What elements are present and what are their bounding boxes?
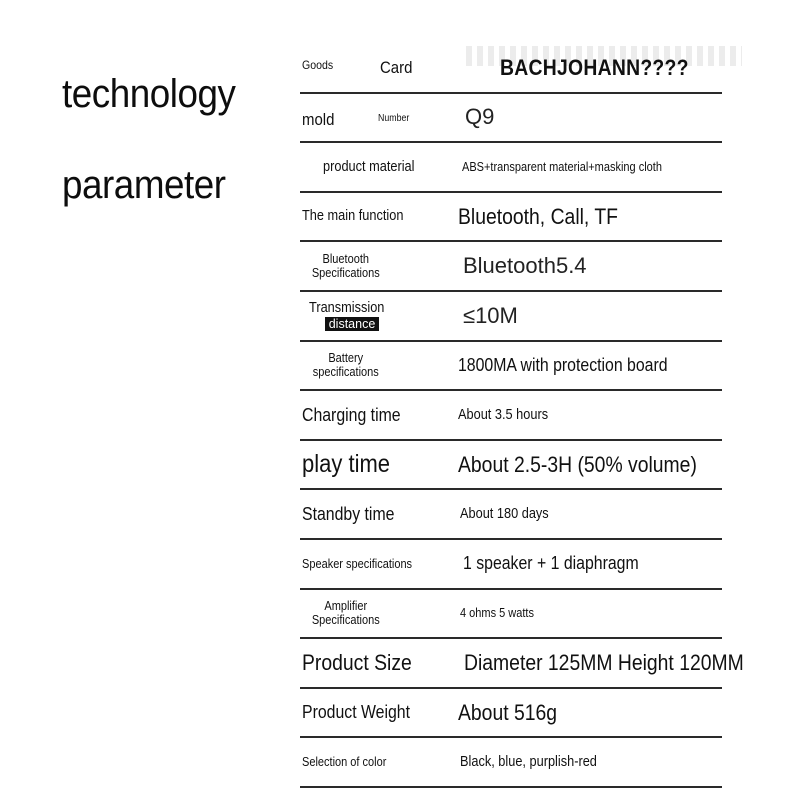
spec-label-battery: Battery specifications (312, 350, 379, 380)
spec-row-amplifier (300, 590, 722, 640)
spec-label-function: The main function (302, 208, 404, 225)
spec-row-size (300, 639, 744, 689)
model-value: Q9 (465, 104, 495, 130)
spec-value-speaker: 1 speaker + 1 diaphragm (463, 553, 639, 574)
spec-label-distance: Transmission distance (309, 300, 385, 331)
spec-value-bluetooth: Bluetooth5.4 (463, 253, 587, 279)
spec-value-charging: About 3.5 hours (458, 406, 549, 423)
spec-label-color: Selection of color (302, 754, 387, 769)
spec-row-playtime (300, 441, 722, 491)
spec-value-weight: About 516g (458, 699, 558, 725)
spec-row-standby (300, 490, 722, 540)
spec-table (300, 44, 744, 788)
mold-label: mold (302, 109, 335, 129)
spec-label-bluetooth: Bluetooth Specifications (311, 251, 380, 281)
number-label: Number (378, 112, 410, 124)
spec-row-model (300, 94, 722, 144)
title-technology: technology (62, 72, 236, 116)
spec-value-amplifier: 4 ohms 5 watts (460, 606, 534, 621)
spec-row-speaker (300, 540, 722, 590)
brand-value: BACHJOHANN???? (500, 54, 689, 80)
spec-label-speaker: Speaker specifications (302, 556, 413, 571)
spec-row-color (300, 738, 722, 788)
spec-value-material: ABS+transparent material+masking cloth (462, 159, 662, 174)
spec-value-size: Diameter 125MM Height 120MM (464, 649, 744, 675)
spec-value-brand (500, 44, 722, 92)
spec-label-weight: Product Weight (302, 702, 411, 723)
spec-value-model (465, 94, 722, 142)
goods-label: Goods (302, 58, 334, 72)
spec-label-playtime: play time (302, 450, 391, 479)
title-parameter: parameter (62, 163, 226, 207)
spec-row-battery (300, 342, 722, 392)
spec-label-charging: Charging time (302, 404, 401, 425)
spec-label-standby: Standby time (302, 503, 395, 524)
spec-row-function (300, 193, 722, 243)
spec-value-battery: 1800MA with protection board (458, 354, 668, 375)
spec-value-playtime: About 2.5-3H (50% volume) (458, 451, 697, 477)
spec-row-brand (300, 44, 722, 94)
spec-label-material: product material (323, 158, 415, 175)
spec-label-size: Product Size (302, 650, 412, 676)
spec-label-amplifier: Amplifier Specifications (311, 598, 380, 628)
spec-row-charging (300, 391, 722, 441)
spec-value-standby: About 180 days (460, 506, 549, 523)
spec-row-weight (300, 689, 722, 739)
distance-tag: distance (325, 317, 380, 331)
spec-row-bluetooth (300, 242, 722, 292)
card-label: Card (380, 58, 413, 77)
spec-value-distance: ≤10M (463, 302, 518, 328)
spec-row-material (300, 143, 722, 193)
spec-value-function: Bluetooth, Call, TF (458, 203, 618, 229)
spec-value-color: Black, blue, purplish-red (460, 754, 597, 771)
spec-row-distance (300, 292, 722, 342)
